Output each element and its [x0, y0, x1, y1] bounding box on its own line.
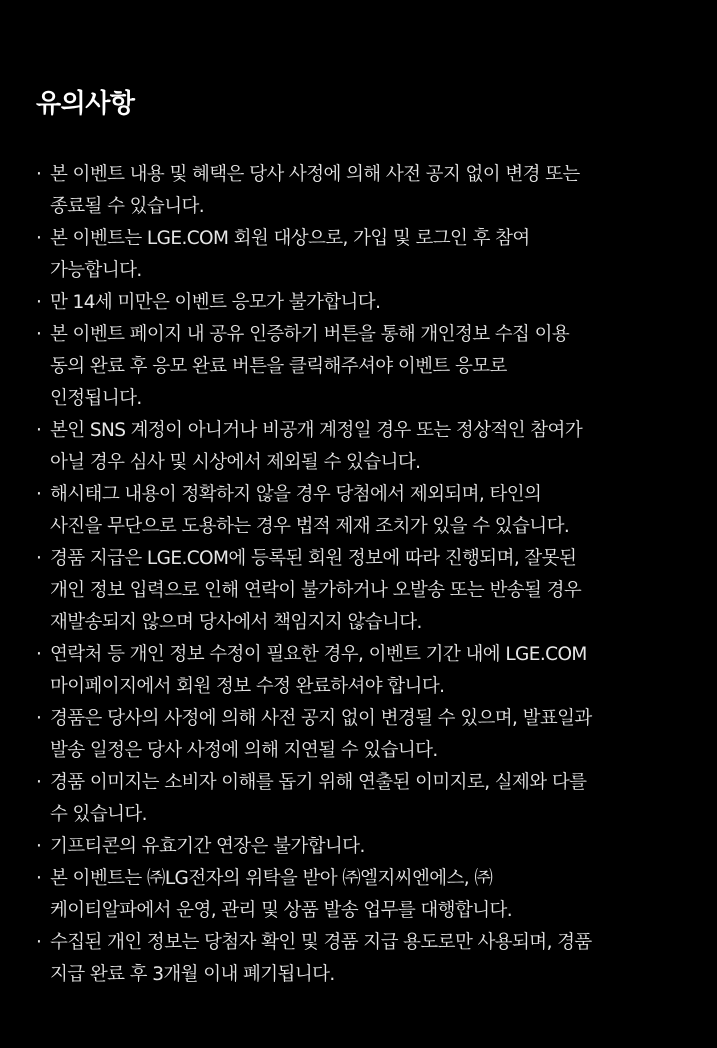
notice-item-text: 해시태그 내용이 정확하지 않을 경우 당첨에서 제외되며, 타인의	[50, 484, 542, 505]
notice-item-text: 수 있습니다.	[50, 804, 147, 825]
notice-item-text: 기프티콘의 유효기간 연장은 불가합니다.	[50, 836, 365, 857]
bullet-mark: ·	[36, 420, 42, 441]
notice-item-text: 본 이벤트 페이지 내 공유 인증하기 버튼을 통해 개인정보 수집 이용	[50, 324, 570, 345]
notice-item-text: 발송 일정은 당사 사정에 의해 지연될 수 있습니다.	[50, 740, 438, 761]
bullet-mark: ·	[36, 292, 42, 313]
bullet-mark: ·	[36, 484, 42, 505]
bullet-mark: ·	[36, 228, 42, 249]
bullet-mark: ·	[36, 772, 42, 793]
notice-item-text: 재발송되지 않으며 당사에서 책임지지 않습니다.	[50, 612, 422, 633]
bullet-mark: ·	[36, 324, 42, 345]
notice-item	[36, 543, 676, 639]
notice-item	[36, 639, 676, 703]
notice-item-text: 지급 완료 후 3개월 이내 폐기됩니다.	[50, 964, 335, 985]
bullet-mark: ·	[36, 164, 42, 185]
notice-item-text: 경품은 당사의 사정에 의해 사전 공지 없이 변경될 수 있으며, 발표일과	[50, 708, 592, 729]
bullet-mark: ·	[36, 708, 42, 729]
notice-item-text: 수집된 개인 정보는 당첨자 확인 및 경품 지급 용도로만 사용되며, 경품	[50, 932, 592, 953]
notice-item-text: 본인 SNS 계정이 아니거나 비공개 계정일 경우 또는 정상적인 참여가	[50, 420, 583, 441]
notice-title: 유의사항	[36, 89, 135, 119]
notice-item	[36, 927, 676, 991]
notice-item	[36, 767, 676, 831]
notice-item	[36, 159, 676, 223]
notice-item	[36, 223, 676, 287]
notice-item	[36, 287, 676, 319]
bullet-mark: ·	[36, 932, 42, 953]
notice-item-text: 아닐 경우 심사 및 시상에서 제외될 수 있습니다.	[50, 452, 421, 473]
notice-item-text: 연락처 등 개인 정보 수정이 필요한 경우, 이벤트 기간 내에 LGE.COM	[50, 644, 587, 665]
notice-item	[36, 863, 676, 927]
notice-list	[36, 159, 676, 991]
notice-item-text: 인정됩니다.	[50, 388, 142, 409]
notice-item-text: 만 14세 미만은 이벤트 응모가 불가합니다.	[50, 292, 381, 313]
bullet-mark: ·	[36, 836, 42, 857]
notice-item-text: 가능합니다.	[50, 260, 142, 281]
bullet-mark: ·	[36, 548, 42, 569]
notice-item	[36, 479, 676, 543]
notice-item-text: 본 이벤트는 LGE.COM 회원 대상으로, 가입 및 로그인 후 참여	[50, 228, 530, 249]
notice-item-text: 경품 지급은 LGE.COM에 등록된 회원 정보에 따라 진행되며, 잘못된	[50, 548, 577, 569]
notice-item-text: 동의 완료 후 응모 완료 버튼을 클릭해주셔야 이벤트 응모로	[50, 356, 507, 377]
notice-item-text: 케이티알파에서 운영, 관리 및 상품 발송 업무를 대행합니다.	[50, 900, 513, 921]
notice-item	[36, 831, 676, 863]
bullet-mark: ·	[36, 644, 42, 665]
notice-item-text: 개인 정보 입력으로 인해 연락이 불가하거나 오발송 또는 반송될 경우	[50, 580, 582, 601]
notice-item	[36, 319, 676, 415]
notice-item-text: 본 이벤트 내용 및 혜택은 당사 사정에 의해 사전 공지 없이 변경 또는	[50, 164, 580, 185]
notice-item-text: 종료될 수 있습니다.	[50, 196, 205, 217]
bullet-mark: ·	[36, 868, 42, 889]
notice-item	[36, 415, 676, 479]
notice-item-text: 마이페이지에서 회원 정보 수정 완료하셔야 합니다.	[50, 676, 445, 697]
notice-item-text: 경품 이미지는 소비자 이해를 돕기 위해 연출된 이미지로, 실제와 다를	[50, 772, 587, 793]
notice-item-text: 사진을 무단으로 도용하는 경우 법적 제재 조치가 있을 수 있습니다.	[50, 516, 570, 537]
notice-item-text: 본 이벤트는 ㈜LG전자의 위탁을 받아 ㈜엘지씨엔에스, ㈜	[50, 868, 493, 889]
notice-item	[36, 703, 676, 767]
